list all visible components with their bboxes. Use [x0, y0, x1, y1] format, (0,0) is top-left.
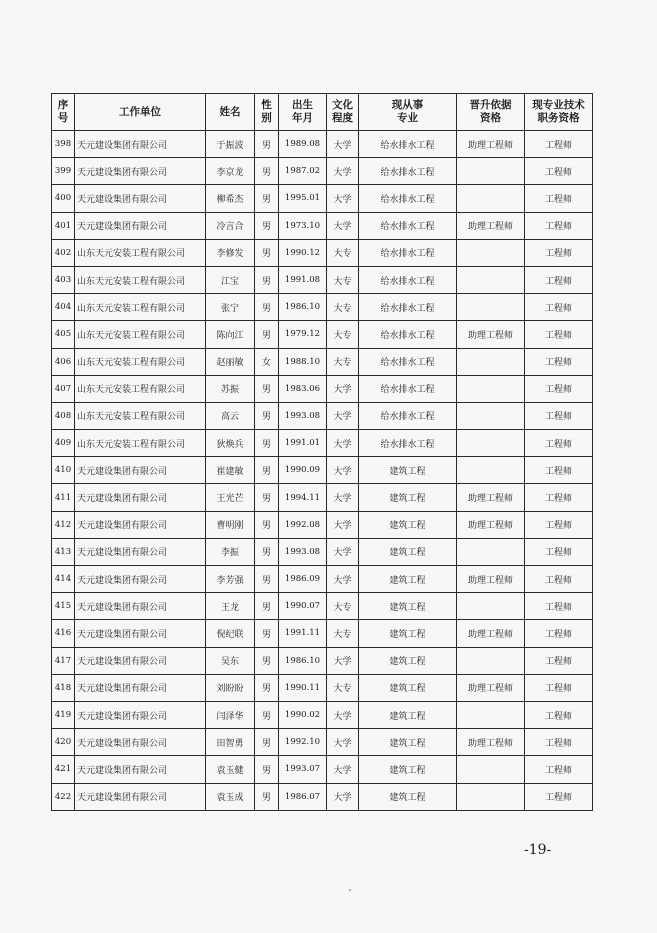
cell-basis: 助理工程师 [457, 131, 525, 158]
cell-gender: 男 [255, 457, 279, 484]
table-row [52, 212, 593, 239]
table-body [52, 131, 593, 811]
header-education [327, 94, 359, 131]
table-row [52, 321, 593, 348]
cell-index: 414 [52, 566, 75, 593]
cell-unit: 天元建设集团有限公司 [75, 158, 206, 185]
cell-unit: 天元建设集团有限公司 [75, 620, 206, 647]
header-unit-line: 工作单位 [119, 105, 161, 118]
table-row [52, 375, 593, 402]
cell-gender: 男 [255, 566, 279, 593]
cell-qualification: 工程师 [525, 756, 593, 783]
cell-birth: 1992.10 [279, 729, 327, 756]
cell-education: 大学 [327, 375, 359, 402]
cell-birth: 1988.10 [279, 348, 327, 375]
cell-unit: 天元建设集团有限公司 [75, 566, 206, 593]
cell-gender: 男 [255, 674, 279, 701]
header-gender-line: 别 [261, 112, 272, 124]
header-birth-line: 年月 [292, 112, 313, 124]
cell-unit: 天元建设集团有限公司 [75, 593, 206, 620]
cell-education: 大专 [327, 266, 359, 293]
cell-index: 416 [52, 620, 75, 647]
cell-major: 建筑工程 [359, 538, 457, 565]
table-row [52, 131, 593, 158]
cell-unit: 天元建设集团有限公司 [75, 783, 206, 810]
cell-birth: 1990.02 [279, 701, 327, 728]
cell-basis [457, 538, 525, 565]
cell-index: 415 [52, 593, 75, 620]
cell-major: 建筑工程 [359, 647, 457, 674]
cell-gender: 女 [255, 348, 279, 375]
cell-basis [457, 375, 525, 402]
cell-name: 赵丽敏 [206, 348, 255, 375]
cell-index: 410 [52, 457, 75, 484]
table-row [52, 620, 593, 647]
table-row [52, 430, 593, 457]
cell-unit: 天元建设集团有限公司 [75, 538, 206, 565]
table-row [52, 484, 593, 511]
cell-basis: 助理工程师 [457, 321, 525, 348]
cell-qualification: 工程师 [525, 294, 593, 321]
cell-gender: 男 [255, 185, 279, 212]
cell-name: 李芳强 [206, 566, 255, 593]
table-row [52, 402, 593, 429]
cell-index: 398 [52, 131, 75, 158]
cell-education: 大学 [327, 647, 359, 674]
cell-major: 建筑工程 [359, 701, 457, 728]
cell-qualification: 工程师 [525, 185, 593, 212]
cell-name: 田智勇 [206, 729, 255, 756]
header-major-line: 现从事 [391, 99, 424, 111]
cell-qualification: 工程师 [525, 402, 593, 429]
cell-major: 建筑工程 [359, 593, 457, 620]
cell-name: 李振 [206, 538, 255, 565]
cell-birth: 1990.11 [279, 674, 327, 701]
cell-qualification: 工程师 [525, 620, 593, 647]
cell-education: 大学 [327, 566, 359, 593]
cell-birth: 1986.10 [279, 647, 327, 674]
cell-qualification: 工程师 [525, 538, 593, 565]
cell-birth: 1993.07 [279, 756, 327, 783]
cell-gender: 男 [255, 402, 279, 429]
cell-birth: 1992.08 [279, 511, 327, 538]
cell-basis [457, 185, 525, 212]
cell-basis: 助理工程师 [457, 511, 525, 538]
cell-major: 建筑工程 [359, 783, 457, 810]
cell-birth: 1986.10 [279, 294, 327, 321]
cell-gender: 男 [255, 321, 279, 348]
cell-name: 刘盼盼 [206, 674, 255, 701]
cell-index: 406 [52, 348, 75, 375]
cell-education: 大学 [327, 484, 359, 511]
cell-index: 417 [52, 647, 75, 674]
cell-major: 给水排水工程 [359, 430, 457, 457]
cell-education: 大专 [327, 674, 359, 701]
cell-major: 建筑工程 [359, 729, 457, 756]
cell-education: 大专 [327, 321, 359, 348]
cell-birth: 1995.01 [279, 185, 327, 212]
header-gender [255, 94, 279, 131]
header-index-line: 号 [57, 112, 69, 124]
cell-birth: 1979.12 [279, 321, 327, 348]
cell-index: 407 [52, 375, 75, 402]
cell-birth: 1987.02 [279, 158, 327, 185]
page-number: -19- [524, 842, 552, 858]
table-row [52, 185, 593, 212]
table-row [52, 266, 593, 293]
cell-qualification: 工程师 [525, 212, 593, 239]
header-basis [457, 94, 525, 131]
table-row [52, 756, 593, 783]
cell-gender: 男 [255, 158, 279, 185]
cell-education: 大学 [327, 430, 359, 457]
cell-qualification: 工程师 [525, 375, 593, 402]
cell-birth: 1993.08 [279, 402, 327, 429]
cell-name: 李修发 [206, 239, 255, 266]
cell-index: 401 [52, 212, 75, 239]
cell-name: 王光芒 [206, 484, 255, 511]
cell-index: 418 [52, 674, 75, 701]
cell-education: 大学 [327, 402, 359, 429]
cell-basis [457, 266, 525, 293]
cell-name: 张宁 [206, 294, 255, 321]
cell-basis [457, 457, 525, 484]
cell-basis [457, 701, 525, 728]
cell-index: 422 [52, 783, 75, 810]
cell-basis [457, 756, 525, 783]
cell-major: 给水排水工程 [359, 402, 457, 429]
table-row [52, 348, 593, 375]
cell-major: 给水排水工程 [359, 375, 457, 402]
cell-unit: 山东天元安装工程有限公司 [75, 266, 206, 293]
cell-index: 412 [52, 511, 75, 538]
cell-name: 苏振 [206, 375, 255, 402]
cell-index: 400 [52, 185, 75, 212]
cell-education: 大专 [327, 239, 359, 266]
header-qualification-line: 职务资格 [537, 112, 580, 124]
cell-name: 柳希杰 [206, 185, 255, 212]
cell-major: 建筑工程 [359, 511, 457, 538]
cell-qualification: 工程师 [525, 647, 593, 674]
header-index-line: 序 [57, 99, 69, 111]
table-row [52, 674, 593, 701]
cell-unit: 山东天元安装工程有限公司 [75, 239, 206, 266]
cell-name: 江宝 [206, 266, 255, 293]
cell-unit: 天元建设集团有限公司 [75, 457, 206, 484]
cell-name: 倪纪联 [206, 620, 255, 647]
cell-unit: 天元建设集团有限公司 [75, 701, 206, 728]
cell-basis: 助理工程师 [457, 212, 525, 239]
cell-qualification: 工程师 [525, 457, 593, 484]
cell-index: 409 [52, 430, 75, 457]
cell-qualification: 工程师 [525, 674, 593, 701]
cell-index: 420 [52, 729, 75, 756]
cell-education: 大学 [327, 538, 359, 565]
cell-basis [457, 647, 525, 674]
cell-major: 给水排水工程 [359, 321, 457, 348]
table-row [52, 647, 593, 674]
cell-gender: 男 [255, 647, 279, 674]
cell-major: 给水排水工程 [359, 348, 457, 375]
cell-unit: 天元建设集团有限公司 [75, 185, 206, 212]
cell-name: 陈向江 [206, 321, 255, 348]
cell-basis: 助理工程师 [457, 674, 525, 701]
header-name [206, 94, 255, 131]
cell-birth: 1991.11 [279, 620, 327, 647]
cell-gender: 男 [255, 620, 279, 647]
header-unit [75, 94, 206, 131]
roster-table [51, 93, 593, 811]
cell-education: 大学 [327, 185, 359, 212]
cell-unit: 山东天元安装工程有限公司 [75, 430, 206, 457]
cell-basis [457, 294, 525, 321]
cell-basis: 助理工程师 [457, 729, 525, 756]
cell-name: 李京龙 [206, 158, 255, 185]
table-row [52, 701, 593, 728]
cell-name: 闫泽华 [206, 701, 255, 728]
cell-unit: 天元建设集团有限公司 [75, 674, 206, 701]
cell-major: 建筑工程 [359, 620, 457, 647]
cell-basis [457, 593, 525, 620]
cell-qualification: 工程师 [525, 593, 593, 620]
cell-birth: 1973.10 [279, 212, 327, 239]
cell-birth: 1986.09 [279, 566, 327, 593]
cell-basis [457, 348, 525, 375]
table-header [52, 94, 593, 131]
cell-unit: 山东天元安装工程有限公司 [75, 348, 206, 375]
cell-basis [457, 239, 525, 266]
cell-gender: 男 [255, 756, 279, 783]
cell-qualification: 工程师 [525, 484, 593, 511]
cell-major: 建筑工程 [359, 484, 457, 511]
scan-speck [349, 889, 351, 891]
header-basis-line: 资格 [480, 112, 501, 124]
cell-education: 大学 [327, 511, 359, 538]
cell-birth: 1990.12 [279, 239, 327, 266]
cell-qualification: 工程师 [525, 701, 593, 728]
cell-basis [457, 430, 525, 457]
header-qualification-line: 现专业技术 [532, 99, 585, 111]
header-education-line: 文化 [332, 99, 353, 111]
cell-qualification: 工程师 [525, 729, 593, 756]
header-index [52, 94, 75, 131]
cell-gender: 男 [255, 729, 279, 756]
cell-qualification: 工程师 [525, 131, 593, 158]
header-major [359, 94, 457, 131]
cell-unit: 山东天元安装工程有限公司 [75, 402, 206, 429]
cell-name: 吴东 [206, 647, 255, 674]
cell-education: 大专 [327, 620, 359, 647]
cell-birth: 1994.11 [279, 484, 327, 511]
table-row [52, 239, 593, 266]
cell-basis [457, 158, 525, 185]
cell-major: 给水排水工程 [359, 185, 457, 212]
cell-index: 399 [52, 158, 75, 185]
cell-name: 王龙 [206, 593, 255, 620]
cell-name: 冷言合 [206, 212, 255, 239]
cell-gender: 男 [255, 484, 279, 511]
cell-education: 大学 [327, 158, 359, 185]
cell-name: 崔建敏 [206, 457, 255, 484]
cell-qualification: 工程师 [525, 266, 593, 293]
header-birth [279, 94, 327, 131]
header-name-line: 姓名 [219, 105, 241, 118]
cell-name: 狄焕兵 [206, 430, 255, 457]
table-row [52, 294, 593, 321]
cell-major: 给水排水工程 [359, 131, 457, 158]
cell-major: 建筑工程 [359, 756, 457, 783]
cell-index: 403 [52, 266, 75, 293]
cell-education: 大专 [327, 593, 359, 620]
cell-unit: 天元建设集团有限公司 [75, 212, 206, 239]
cell-unit: 天元建设集团有限公司 [75, 484, 206, 511]
cell-unit: 天元建设集团有限公司 [75, 729, 206, 756]
cell-index: 421 [52, 756, 75, 783]
cell-qualification: 工程师 [525, 430, 593, 457]
cell-major: 给水排水工程 [359, 266, 457, 293]
cell-gender: 男 [255, 131, 279, 158]
cell-index: 402 [52, 239, 75, 266]
cell-education: 大学 [327, 457, 359, 484]
cell-index: 419 [52, 701, 75, 728]
header-major-line: 专业 [397, 112, 418, 124]
cell-name: 曹明刚 [206, 511, 255, 538]
cell-name: 高云 [206, 402, 255, 429]
cell-unit: 天元建设集团有限公司 [75, 131, 206, 158]
header-row [52, 94, 593, 131]
cell-birth: 1991.08 [279, 266, 327, 293]
cell-unit: 天元建设集团有限公司 [75, 647, 206, 674]
cell-qualification: 工程师 [525, 158, 593, 185]
cell-gender: 男 [255, 511, 279, 538]
table-row [52, 511, 593, 538]
cell-gender: 男 [255, 538, 279, 565]
cell-basis: 助理工程师 [457, 484, 525, 511]
cell-qualification: 工程师 [525, 239, 593, 266]
cell-birth: 1989.08 [279, 131, 327, 158]
table-row [52, 783, 593, 810]
cell-basis: 助理工程师 [457, 620, 525, 647]
table-row [52, 158, 593, 185]
cell-education: 大专 [327, 348, 359, 375]
cell-qualification: 工程师 [525, 566, 593, 593]
cell-qualification: 工程师 [525, 321, 593, 348]
cell-major: 给水排水工程 [359, 212, 457, 239]
cell-basis [457, 402, 525, 429]
cell-name: 袁玉成 [206, 783, 255, 810]
cell-major: 建筑工程 [359, 457, 457, 484]
cell-major: 建筑工程 [359, 566, 457, 593]
cell-education: 大专 [327, 294, 359, 321]
cell-gender: 男 [255, 375, 279, 402]
cell-index: 408 [52, 402, 75, 429]
cell-unit: 天元建设集团有限公司 [75, 756, 206, 783]
cell-major: 建筑工程 [359, 674, 457, 701]
cell-education: 大学 [327, 131, 359, 158]
header-basis-line: 晋升依据 [469, 99, 512, 111]
cell-education: 大学 [327, 729, 359, 756]
cell-major: 给水排水工程 [359, 294, 457, 321]
cell-major: 给水排水工程 [359, 239, 457, 266]
cell-unit: 山东天元安装工程有限公司 [75, 294, 206, 321]
cell-index: 411 [52, 484, 75, 511]
cell-gender: 男 [255, 593, 279, 620]
cell-gender: 男 [255, 701, 279, 728]
cell-basis [457, 783, 525, 810]
cell-education: 大学 [327, 756, 359, 783]
table-row [52, 593, 593, 620]
cell-unit: 山东天元安装工程有限公司 [75, 321, 206, 348]
cell-birth: 1983.06 [279, 375, 327, 402]
cell-gender: 男 [255, 783, 279, 810]
table-row [52, 538, 593, 565]
table-row [52, 729, 593, 756]
cell-name: 袁玉健 [206, 756, 255, 783]
header-gender-line: 性 [261, 99, 272, 111]
cell-birth: 1990.09 [279, 457, 327, 484]
cell-gender: 男 [255, 212, 279, 239]
cell-gender: 男 [255, 294, 279, 321]
cell-major: 给水排水工程 [359, 158, 457, 185]
cell-birth: 1986.07 [279, 783, 327, 810]
cell-gender: 男 [255, 430, 279, 457]
cell-gender: 男 [255, 239, 279, 266]
table-row [52, 457, 593, 484]
cell-unit: 山东天元安装工程有限公司 [75, 375, 206, 402]
cell-basis: 助理工程师 [457, 566, 525, 593]
cell-qualification: 工程师 [525, 348, 593, 375]
table-row [52, 566, 593, 593]
header-education-line: 程度 [332, 112, 353, 124]
cell-education: 大学 [327, 212, 359, 239]
cell-qualification: 工程师 [525, 511, 593, 538]
cell-index: 405 [52, 321, 75, 348]
header-qualification [525, 94, 593, 131]
header-birth-line: 出生 [292, 99, 313, 111]
cell-name: 于振波 [206, 131, 255, 158]
cell-index: 404 [52, 294, 75, 321]
cell-birth: 1991.01 [279, 430, 327, 457]
cell-unit: 天元建设集团有限公司 [75, 511, 206, 538]
cell-index: 413 [52, 538, 75, 565]
cell-qualification: 工程师 [525, 783, 593, 810]
cell-education: 大学 [327, 783, 359, 810]
cell-birth: 1993.08 [279, 538, 327, 565]
cell-gender: 男 [255, 266, 279, 293]
cell-birth: 1990.07 [279, 593, 327, 620]
cell-education: 大学 [327, 701, 359, 728]
